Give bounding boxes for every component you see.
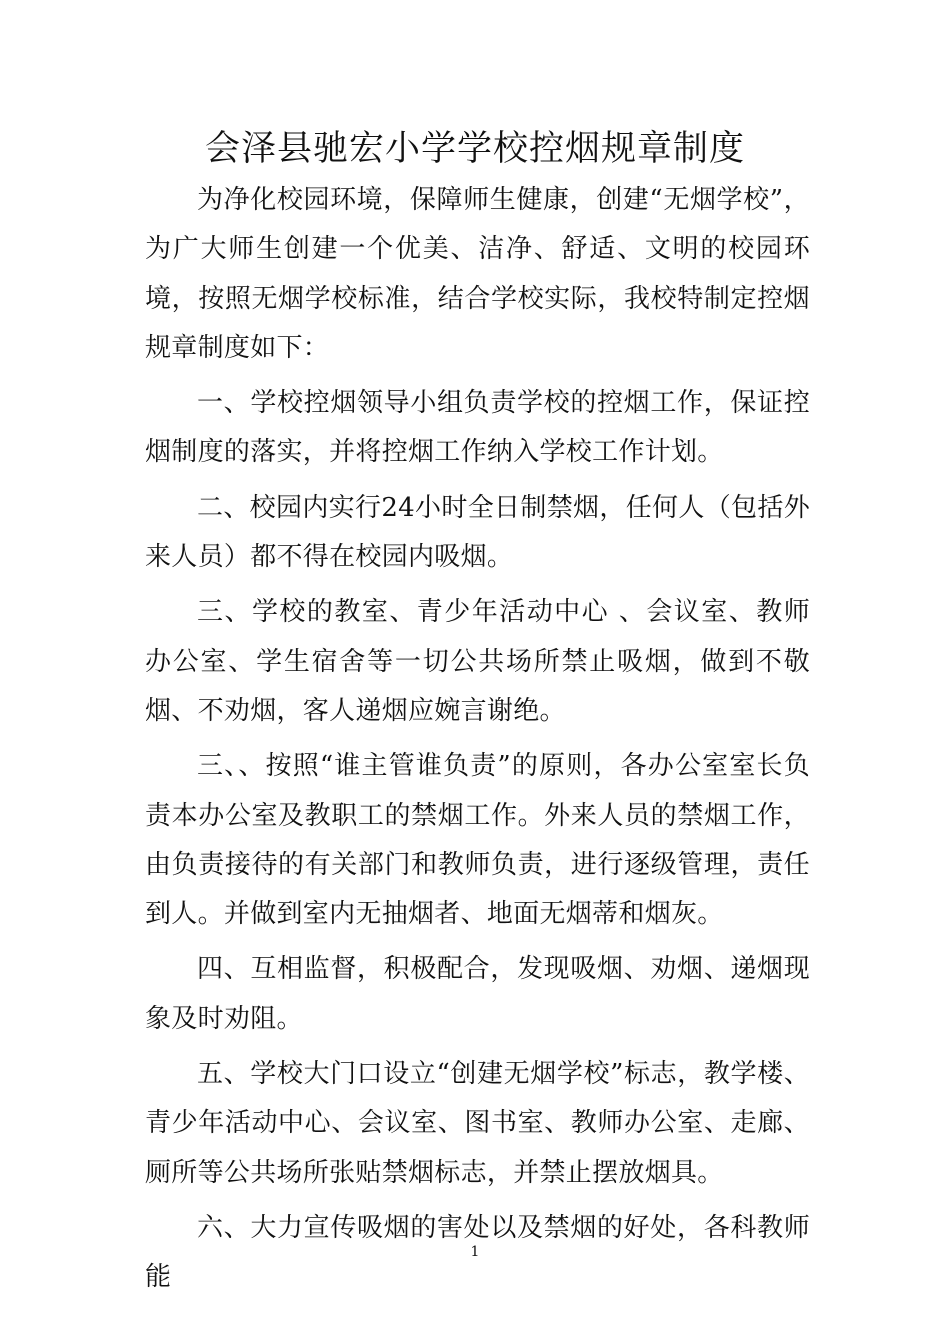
paragraph-item-5: 四、互相监督，积极配合，发现吸烟、劝烟、递烟现象及时劝阻。 bbox=[145, 954, 810, 1034]
page-number: 1 bbox=[470, 1244, 480, 1260]
document-body bbox=[145, 176, 810, 1303]
document-title: 会泽县驰宏小学学校控烟规章制度 bbox=[204, 129, 745, 169]
paragraph-intro: 为净化校园环境，保障师生健康，创建“无烟学校”，为广大师生创建一个优美、洁净、舒适、文明的校园环境，按照无烟学校标准，结合学校实际，我校特制定控烟规章制度如下： bbox=[145, 185, 810, 363]
paragraph-item-2: 二、校园内实行24小时全日制禁烟，任何人（包括外来人员）都不得在校园内吸烟。 bbox=[145, 492, 810, 573]
paragraph-item-1: 一、学校控烟领导小组负责学校的控烟工作，保证控烟制度的落实，并将控烟工作纳入学校工作计划。 bbox=[145, 388, 810, 468]
paragraph-item-3: 三、学校的教室、青少年活动中心 、会议室、教师办公室、学生宿舍等一切公共场所禁止吸烟，做到不敬烟、不劝烟，客人递烟应婉言谢绝。 bbox=[145, 597, 810, 726]
paragraph-item-7: 六、大力宣传吸烟的害处以及禁烟的好处，各科教师能 bbox=[145, 1212, 810, 1293]
paragraph-item-6: 五、学校大门口设立“创建无烟学校”标志，教学楼、青少年活动中心、会议室、图书室、教师办公室、走廊、厕所等公共场所张贴禁烟标志，并禁止摆放烟具。 bbox=[145, 1059, 810, 1188]
paragraph-item-4: 三、、按照“谁主管谁负责”的原则，各办公室室长负责本办公室及教职工的禁烟工作。外来人员的禁烟工作，由负责接待的有关部门和教师负责，进行逐级管理，责任到人。并做到室内无抽烟者、地面无烟蒂和烟灰。 bbox=[145, 751, 810, 930]
